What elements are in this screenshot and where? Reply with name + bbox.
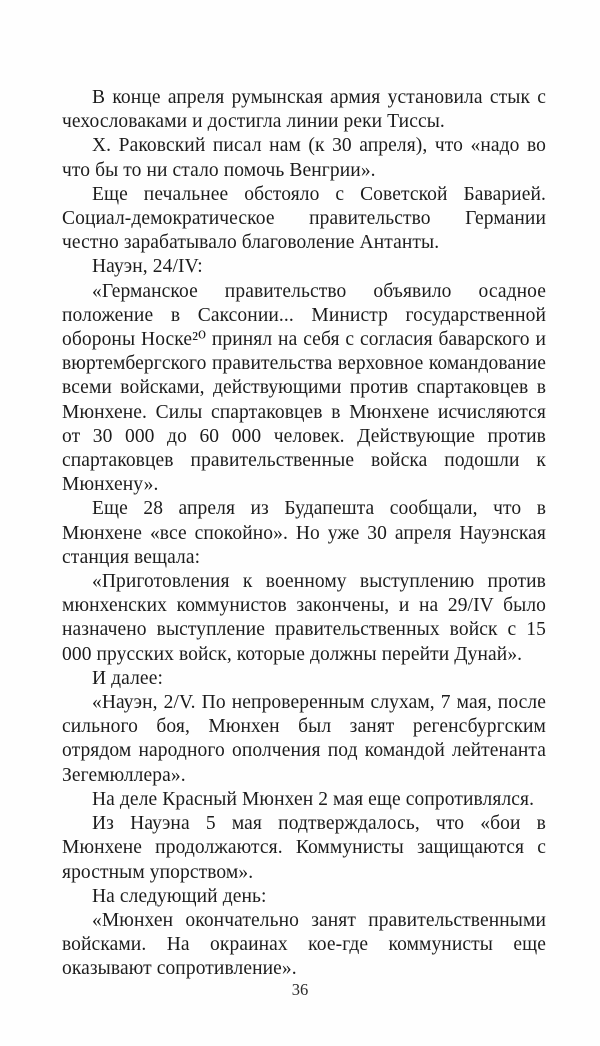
paragraph: Из Науэна 5 мая подтверждалось, что «бои в Мюнхене продолжаются. Коммунисты защищаются с яростным упорством». [62,813,546,883]
paragraph: «Науэн, 2/V. По непроверенным слухам, 7 мая, после сильного боя, Мюнхен был занят регенсбургским отрядом народного ополчения под командой лейтенанта Зегемюллера». [62,692,546,786]
paragraph: В конце апреля румынская армия установила стык с чехословаками и достигла линии реки Тиссы. [62,87,546,133]
paragraph: Х. Раковский писал нам (к 30 апреля), что «надо во что бы то ни стало помочь Венгрии». [62,135,546,181]
body-text [62,86,546,982]
paragraph: «Мюнхен окончательно занят правительственными войсками. На окраинах кое-где коммунисты еще оказывают сопротивление». [62,909,546,980]
paragraph: На деле Красный Мюнхен 2 мая еще сопротивлялся. [92,788,535,810]
paragraph: На следующий день: [92,885,267,907]
paragraph: Науэн, 24/IV: [92,256,203,278]
page-number: 36 [291,980,309,999]
paragraph: Еще печальнее обстояло с Советской Баварией. Социал-демократическое правительство Германии честно зарабатывало благоволение Антанты. [62,183,546,254]
paragraph: Еще 28 апреля из Будапешта сообщали, что в Мюнхене «все спокойно». Но уже 30 апреля Науэнская станция вещала: [62,498,546,568]
paragraph: «Приготовления к военному выступлению против мюнхенских коммунистов закончены, и на 29/IV было назначено выступление правительственных войск с 15 000 прусских войск, которые должны перейти Дунай». [62,571,546,665]
paragraph: «Германское правительство объявило осадное положение в Саксонии... Министр государственной обороны Носке²⁰ принял на себя с согласия баварского и вюртембергского правительства верховное командование всеми войсками, действующими против спартаковцев в Мюнхене. Силы спартаковцев в Мюнхене исчисляются от 30 000 до 60 000 человек. Действующие против спартаковцев правительственные войска подошли к Мюнхену». [62,280,546,496]
paragraph: И далее: [92,667,163,689]
